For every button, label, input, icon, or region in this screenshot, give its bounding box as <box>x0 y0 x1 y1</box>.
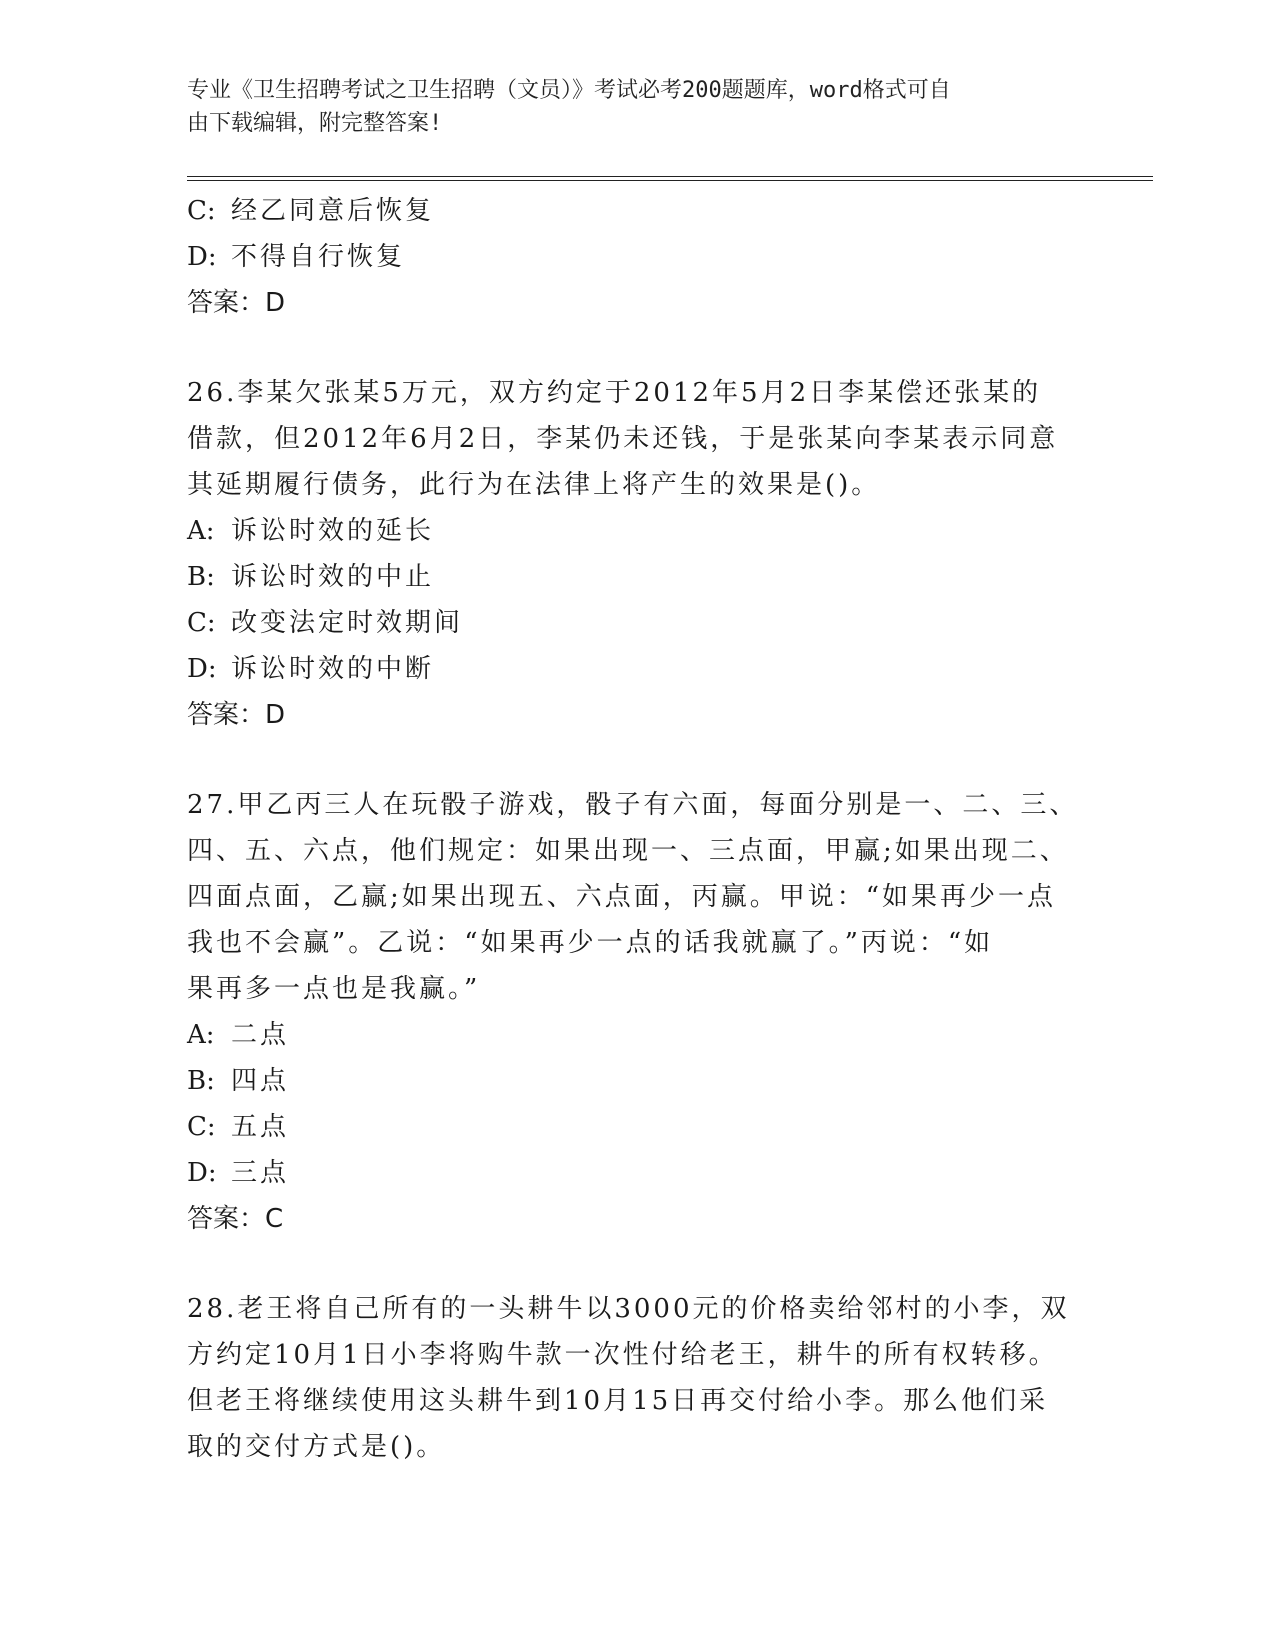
option-text: 诉讼时效的中断 <box>231 654 435 684</box>
option-key: C: <box>187 196 216 226</box>
question-text-line: 取的交付方式是()。 <box>187 1432 446 1462</box>
option-key: D: <box>187 1158 217 1188</box>
option-key: B: <box>187 562 215 592</box>
option-key: C: <box>187 608 216 638</box>
answer-line: 答案：C <box>187 1204 284 1234</box>
question-text-line: 借款，但2012年6月2日，李某仍未还钱，于是张某向李某表示同意 <box>187 424 1059 454</box>
option-key: A: <box>187 516 215 546</box>
question-text-line: 我也不会赢”。乙说：“如果再少一点的话我就赢了。”丙说：“如 <box>187 928 994 958</box>
option-text: 诉讼时效的中止 <box>231 562 435 592</box>
question-text-line: 其延期履行债务，此行为在法律上将产生的效果是()。 <box>187 470 881 500</box>
option-text: 三点 <box>231 1158 290 1188</box>
option-key: D: <box>187 242 217 272</box>
answer-line: 答案：D <box>187 700 286 730</box>
option-a <box>187 508 1087 554</box>
option-c <box>187 188 1087 234</box>
option-text: 不得自行恢复 <box>231 242 406 272</box>
option-text: 四点 <box>231 1066 290 1096</box>
question-28 <box>187 1286 1087 1470</box>
spacer <box>187 1242 1087 1286</box>
spacer <box>187 326 1087 370</box>
question-text-line: 但老王将继续使用这头耕牛到10月15日再交付给小李。那么他们采 <box>187 1386 1049 1416</box>
question-27 <box>187 782 1087 1242</box>
answer-line: 答案：D <box>187 288 286 318</box>
option-d <box>187 234 1087 280</box>
option-a <box>187 1012 1087 1058</box>
question-text-line: 四、五、六点，他们规定：如果出现一、三点面，甲赢;如果出现二、 <box>187 836 1069 866</box>
header-line-2: 由下载编辑，附完整答案! <box>187 111 443 136</box>
question-text-line: 28.老王将自己所有的一头耕牛以3000元的价格卖给邻村的小李，双 <box>187 1294 1070 1324</box>
option-d <box>187 646 1087 692</box>
question-text-line: 四面点面，乙赢;如果出现五、六点面，丙赢。甲说：“如果再少一点 <box>187 882 1057 912</box>
document-header <box>187 74 1067 140</box>
option-b <box>187 554 1087 600</box>
option-key: C: <box>187 1112 216 1142</box>
option-key: A: <box>187 1020 215 1050</box>
option-text: 经乙同意后恢复 <box>231 196 435 226</box>
option-b <box>187 1058 1087 1104</box>
question-26 <box>187 370 1087 738</box>
header-divider <box>187 176 1153 181</box>
question-text-line: 果再多一点也是我赢。” <box>187 974 481 1004</box>
option-text: 二点 <box>231 1020 290 1050</box>
header-line-1: 专业《卫生招聘考试之卫生招聘（文员）》考试必考200题题库，word格式可自 <box>187 78 951 103</box>
option-text: 五点 <box>231 1112 290 1142</box>
option-c <box>187 1104 1087 1150</box>
spacer <box>187 738 1087 782</box>
document-body <box>187 188 1087 1470</box>
option-key: D: <box>187 654 217 684</box>
option-c <box>187 600 1087 646</box>
question-text-line: 26.李某欠张某5万元，双方约定于2012年5月2日李某偿还张某的 <box>187 378 1042 408</box>
option-text: 诉讼时效的延长 <box>231 516 435 546</box>
option-text: 改变法定时效期间 <box>231 608 464 638</box>
question-text-line: 方约定10月1日小李将购牛款一次性付给老王，耕牛的所有权转移。 <box>187 1340 1058 1370</box>
option-key: B: <box>187 1066 215 1096</box>
option-d <box>187 1150 1087 1196</box>
question-text-line: 27.甲乙丙三人在玩骰子游戏，骰子有六面，每面分别是一、二、三、 <box>187 790 1079 820</box>
